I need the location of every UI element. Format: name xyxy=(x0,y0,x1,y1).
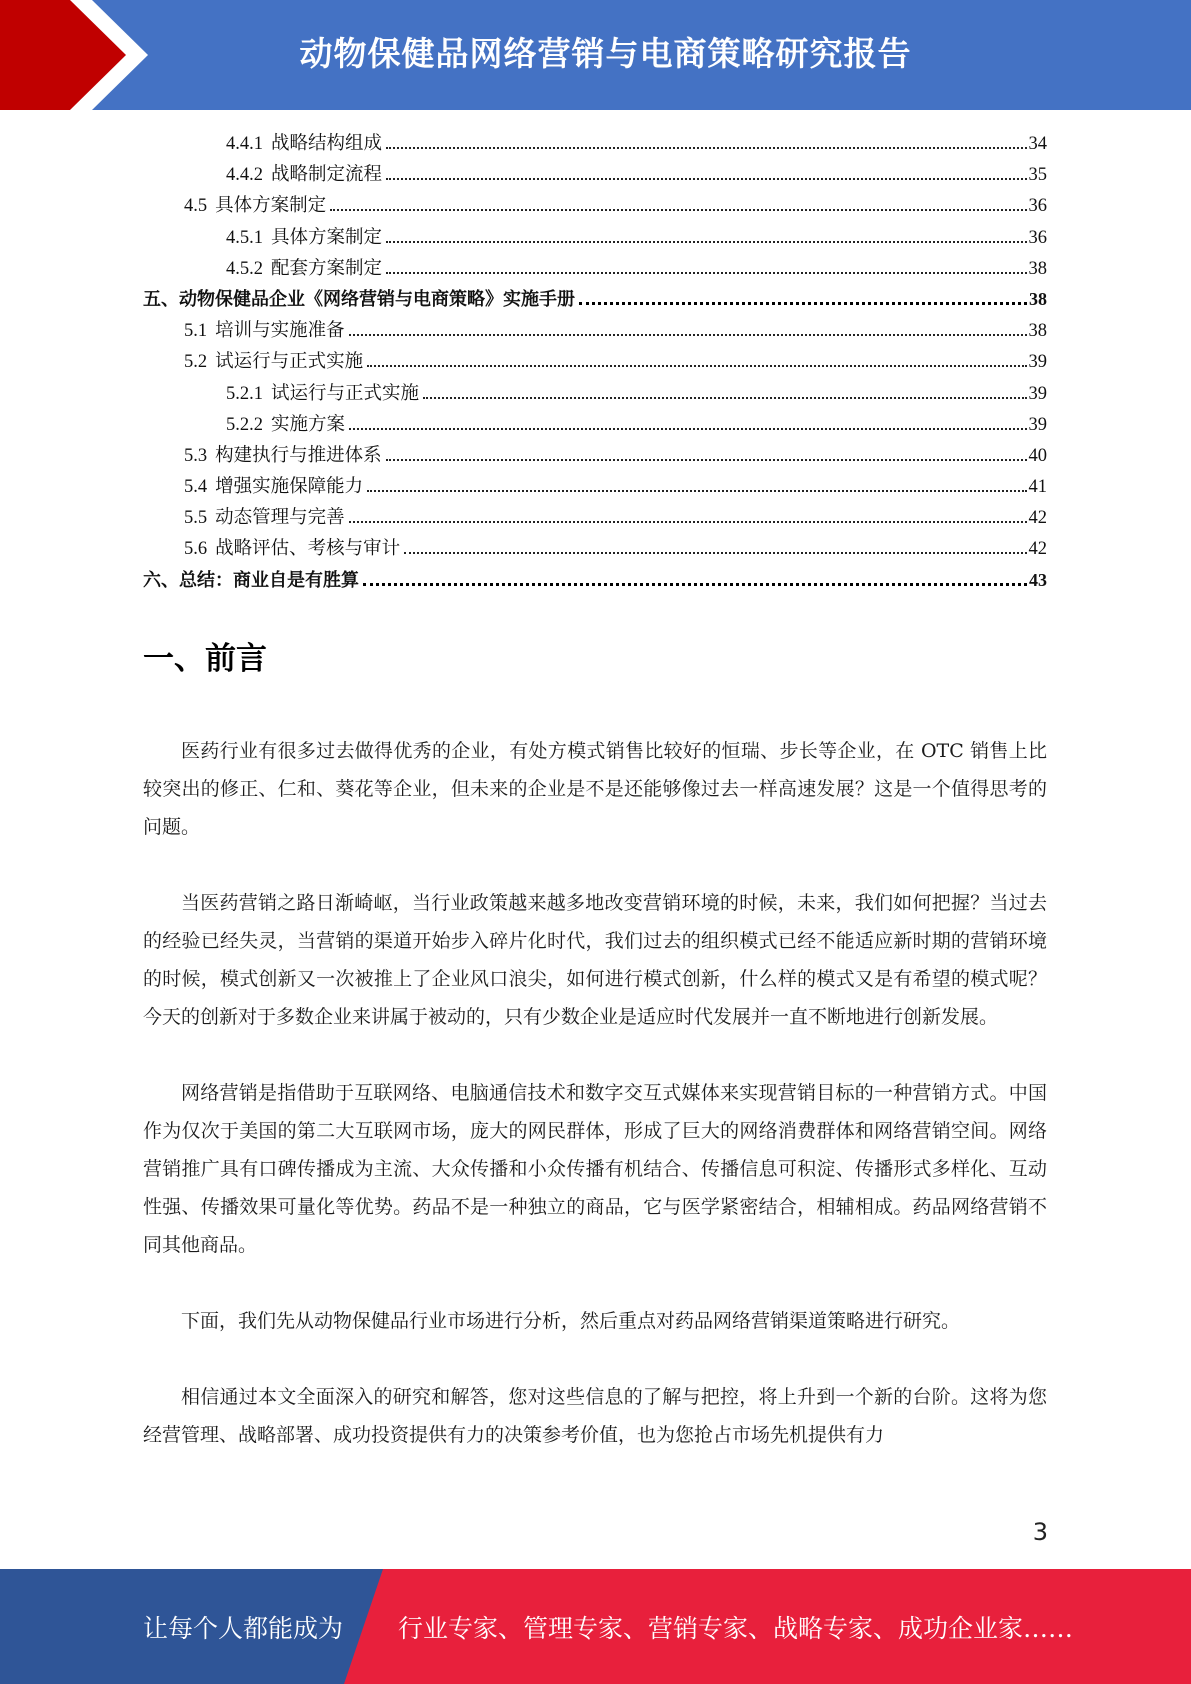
toc-entry-number: 4.5 xyxy=(184,196,208,217)
toc-dot-leader xyxy=(386,146,1026,149)
body-paragraph: 下面，我们先从动物保健品行业市场进行分析，然后重点对药品网络营销渠道策略进行研究。 xyxy=(181,1310,961,1332)
toc-entry-label: 动态管理与完善 xyxy=(215,507,345,529)
toc-entry-label: 战略结构组成 xyxy=(271,133,383,154)
toc-entry-number: 5.2.2 xyxy=(226,414,263,435)
section-title: 一、前言 xyxy=(143,641,267,677)
toc-entry-number: 4.5.1 xyxy=(226,227,263,248)
header-banner xyxy=(0,0,1191,110)
toc-entry-number: 4.4.1 xyxy=(226,134,263,154)
body-paragraph: 当医药营销之路日渐崎岖，当行业政策越来越多地改变营销环境的时候，未来，我们如何把握？当过去的经验已经失灵，当营销的渠道开始步入碎片化时代，我们过去的组织模式已经不能适应新时期的营销环境的时候，模式创新又一次被推上了企业风口浪尖，如何进行模式创新，什么样的模式又是有希望的模式呢？今天的创新对于多数企业来讲属于被动的，只有少数企业是适应时代发展并一直不断地进行创新发展。 xyxy=(143,892,1047,1028)
toc-entry-number: 5.3 xyxy=(184,445,208,466)
body-paragraph: 相信通过本文全面深入的研究和解答，您对这些信息的了解与把控，将上升到一个新的台阶。这将为您经营管理、战略部署、成功投资提供有力的决策参考价值，也为您抢占市场先机提供有力 xyxy=(143,1386,1047,1446)
toc-entry[interactable] xyxy=(143,222,1047,253)
toc-entry-number: 5.6 xyxy=(184,539,208,560)
toc-entry-page: 40 xyxy=(1028,445,1047,466)
toc-entry[interactable] xyxy=(143,284,1047,315)
toc-entry[interactable] xyxy=(143,440,1047,471)
toc-dot-leader xyxy=(349,333,1027,336)
footer-banner xyxy=(0,1569,1191,1684)
toc-entry[interactable] xyxy=(143,471,1047,502)
toc-entry-page: 42 xyxy=(1028,508,1047,529)
toc-entry-page: 35 xyxy=(1028,165,1047,186)
toc-entry[interactable] xyxy=(143,128,1047,159)
toc-entry-page: 39 xyxy=(1028,414,1047,435)
toc-entry-page: 43 xyxy=(1029,569,1047,590)
toc-entry[interactable] xyxy=(143,159,1047,190)
toc-entry-page: 36 xyxy=(1028,227,1047,248)
toc-entry-label: 战略制定流程 xyxy=(271,164,383,186)
toc-entry-number: 5.5 xyxy=(184,508,208,529)
toc-entry-page: 38 xyxy=(1029,288,1047,309)
body-paragraph: 医药行业有很多过去做得优秀的企业，有处方模式销售比较好的恒瑞、步长等企业，在 OTC 销售上比较突出的修正、仁和、葵花等企业，但未来的企业是不是还能够像过去一样高速发展？这是一个值得思考的问题。 xyxy=(143,740,1047,838)
toc-entry-number: 5.2 xyxy=(184,352,208,373)
footer-slogan-left: 让每个人都能成为 xyxy=(143,1614,344,1643)
toc-entry[interactable] xyxy=(143,533,1047,564)
toc-entry-number: 4.4.2 xyxy=(226,165,263,186)
toc-entry-page: 39 xyxy=(1028,352,1047,373)
toc-entry-page: 36 xyxy=(1028,196,1047,217)
toc-entry-label: 六、总结：商业自是有胜算 xyxy=(143,569,359,591)
toc-dot-leader xyxy=(349,520,1027,523)
body-paragraph: 网络营销是指借助于互联网络、电脑通信技术和数字交互式媒体来实现营销目标的一种营销方式。中国作为仅次于美国的第二大互联网市场，庞大的网民群体，形成了巨大的网络消费群体和网络营销空间。网络营销推广具有口碑传播成为主流、大众传播和小众传播有机结合、传播信息可积淀、传播形式多样化、互动性强、传播效果可量化等优势。药品不是一种独立的商品，它与医学紧密结合，相辅相成。药品网络营销不同其他商品。 xyxy=(143,1082,1047,1256)
toc-dot-leader xyxy=(363,582,1027,586)
toc-entry-page: 39 xyxy=(1028,383,1047,404)
toc-entry-label: 试运行与正式实施 xyxy=(271,382,420,404)
toc-entry[interactable] xyxy=(143,502,1047,533)
toc-dot-leader xyxy=(386,177,1026,180)
toc-entry-label: 试运行与正式实施 xyxy=(215,351,364,373)
toc-entry-label: 五、动物保健品企业《网络营销与电商策略》实施手册 xyxy=(143,288,575,310)
footer-slogan-right: 行业专家、管理专家、营销专家、战略专家、成功企业家…… xyxy=(398,1614,1074,1643)
toc-entry-page: 42 xyxy=(1028,539,1047,560)
toc-entry-label: 实施方案 xyxy=(271,413,346,435)
toc-entry-number: 4.5.2 xyxy=(226,258,263,279)
toc-entry-number: 5.2.1 xyxy=(226,383,263,404)
toc-entry[interactable] xyxy=(143,315,1047,346)
toc-dot-leader xyxy=(367,364,1026,367)
toc-entry[interactable] xyxy=(143,565,1047,596)
toc-dot-leader xyxy=(349,427,1026,430)
toc-entry-label: 构建执行与推进体系 xyxy=(215,444,382,466)
toc-entry-label: 增强实施保障能力 xyxy=(215,476,364,498)
report-title: 动物保健品网络营销与电商策略研究报告 xyxy=(299,34,912,73)
toc-entry-page: 41 xyxy=(1028,477,1047,498)
toc-entry-label: 具体方案制定 xyxy=(271,226,383,248)
toc-entry-label: 配套方案制定 xyxy=(271,257,383,279)
toc-dot-leader xyxy=(367,489,1026,492)
toc-entry[interactable] xyxy=(143,190,1047,221)
toc-dot-leader xyxy=(330,208,1026,211)
toc-entry-number: 5.4 xyxy=(184,477,208,498)
toc-entry[interactable] xyxy=(143,346,1047,377)
toc-entry-page: 34 xyxy=(1028,134,1047,154)
toc-entry-label: 具体方案制定 xyxy=(215,195,327,217)
toc-entry[interactable] xyxy=(143,409,1047,440)
page-number: 3 xyxy=(1032,1518,1048,1546)
toc-dot-leader xyxy=(386,458,1027,461)
table-of-contents xyxy=(143,128,1047,596)
toc-entry-label: 培训与实施准备 xyxy=(215,320,345,342)
toc-entry-page: 38 xyxy=(1028,321,1047,342)
body-text xyxy=(143,732,1047,1492)
toc-entry-label: 战略评估、考核与审计 xyxy=(215,538,401,560)
toc-dot-leader xyxy=(404,551,1026,554)
toc-entry[interactable] xyxy=(143,378,1047,409)
toc-dot-leader xyxy=(386,271,1026,274)
toc-dot-leader xyxy=(579,301,1027,305)
toc-entry-number: 5.1 xyxy=(184,321,208,342)
toc-dot-leader xyxy=(423,396,1026,399)
toc-dot-leader xyxy=(386,240,1026,243)
toc-entry[interactable] xyxy=(143,253,1047,284)
toc-entry-page: 38 xyxy=(1028,258,1047,279)
